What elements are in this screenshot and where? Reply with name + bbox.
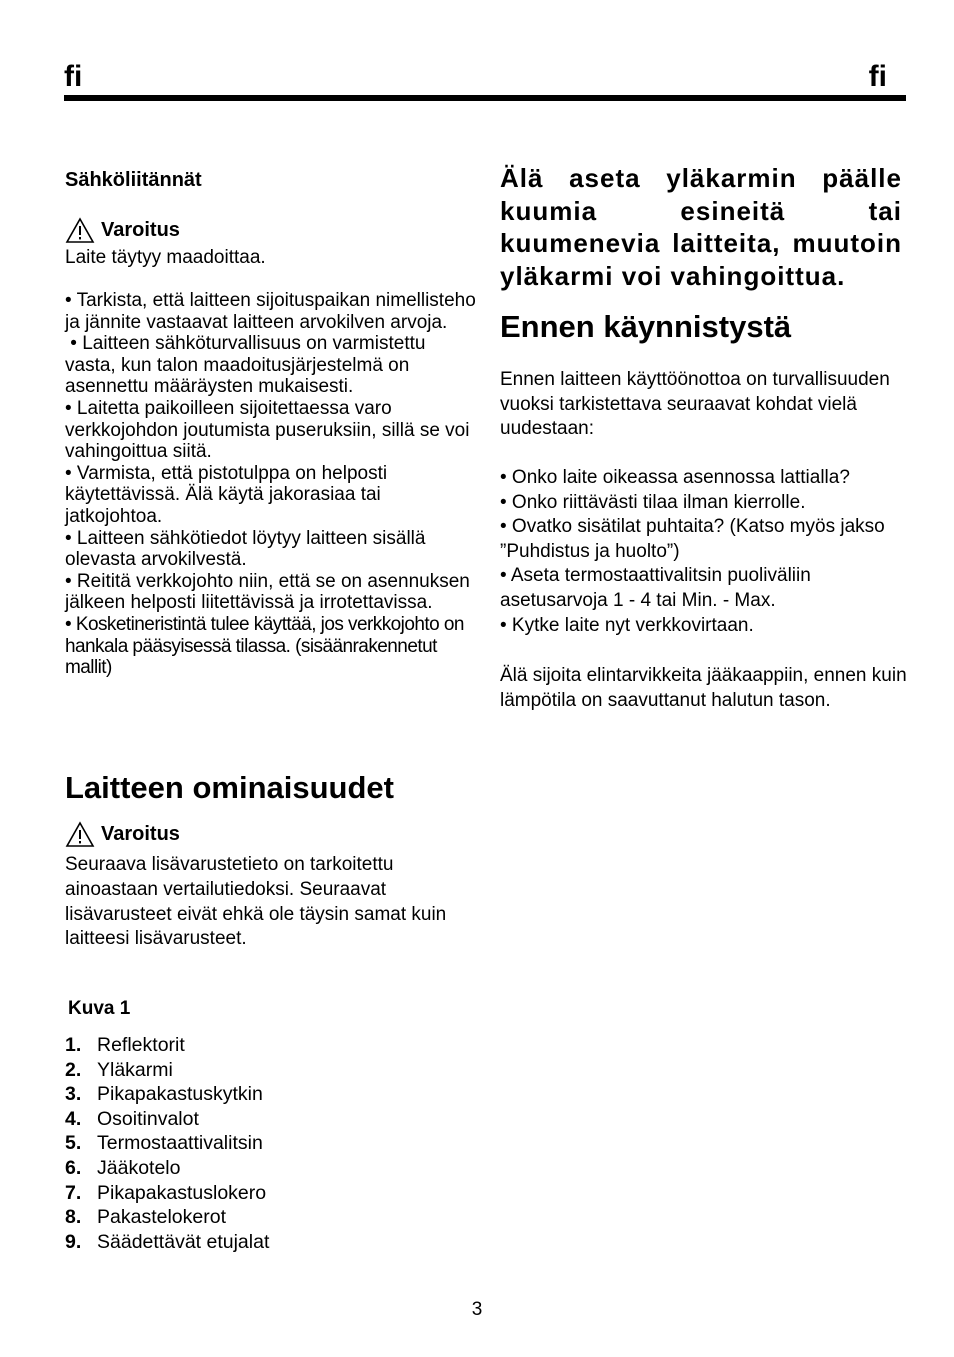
electrical-bullet: • Varmista, että pistotulppa on helposti käytettävissä. Älä käytä jakorasiaa tai jatkojohtoa.	[65, 462, 388, 527]
list-item-label: Termostaattivalitsin	[97, 1132, 263, 1155]
section-title-before-start: Ennen käynnistystä	[500, 309, 792, 344]
list-item-number: 6.	[65, 1156, 82, 1179]
list-item-label: Yläkarmi	[97, 1058, 173, 1081]
warning-2	[65, 821, 475, 848]
warning-triangle-icon	[65, 821, 95, 848]
header-rule	[64, 95, 906, 101]
warning-1-text: Laite täytyy maadoittaa.	[65, 247, 266, 268]
list-item-label: Säädettävät etujalat	[97, 1230, 270, 1253]
list-item-number: 7.	[65, 1181, 82, 1204]
list-item	[65, 1033, 475, 1058]
top-warning-notice: Älä aseta yläkarmin päälle kuumia esineitä tai kuumenevia laitteita, muutoin yläkarmi voi vahingoittua.	[500, 163, 902, 292]
figure-title: Kuva 1	[68, 998, 131, 1019]
list-item-number: 3.	[65, 1083, 82, 1106]
list-item-label: Pakastelokerot	[97, 1206, 226, 1229]
list-item-number: 4.	[65, 1107, 82, 1130]
list-item	[65, 1131, 475, 1156]
list-item-label: Pikapakastuskytkin	[97, 1083, 263, 1106]
list-item	[65, 1107, 475, 1132]
warning-2-label: Varoitus	[101, 823, 180, 845]
list-item-number: 8.	[65, 1206, 82, 1229]
closing-note: Älä sijoita elintarvikkeita jääkaappiin, ennen kuin lämpötila on saavuttanut halutun tason.	[500, 665, 907, 711]
list-item-number: 5.	[65, 1132, 82, 1155]
electrical-bullet-list	[65, 290, 477, 679]
section-title-electrical: Sähköliitännät	[65, 169, 202, 191]
list-item	[65, 1082, 475, 1107]
check-item: • Ovatko sisätilat puhtaita? (Katso myös jakso ”Puhdistus ja huolto”)	[500, 516, 885, 562]
list-item	[65, 1205, 475, 1230]
check-item: • Onko riittävästi tilaa ilman kierrolle.	[500, 491, 806, 513]
check-item: • Onko laite oikeassa asennossa lattialla?	[500, 467, 850, 488]
header-lang-right: fi	[868, 60, 887, 93]
list-item-label: Reflektorit	[97, 1034, 185, 1056]
warning-triangle-icon	[65, 217, 95, 244]
list-item	[65, 1181, 475, 1206]
list-item-number: 1.	[65, 1034, 82, 1056]
warning-1-label: Varoitus	[101, 219, 180, 241]
list-item	[65, 1156, 475, 1181]
section-title-features: Laitteen ominaisuudet	[65, 770, 394, 805]
page-number: 3	[471, 1299, 483, 1320]
electrical-bullet: • Reititä verkkojohto niin, että se on asennuksen jälkeen helposti liitettävissä ja irrotettavissa.	[65, 570, 470, 614]
check-item: • Kytke laite nyt verkkovirtaan.	[500, 614, 754, 636]
header-lang-left: fi	[64, 60, 83, 93]
list-item-label: Jääkotelo	[97, 1156, 181, 1179]
list-item	[65, 1230, 475, 1255]
warning-2-text: Seuraava lisävarustetieto on tarkoitettu ainoastaan vertailutiedoksi. Seuraavat lisävarusteet eivät ehkä ole täysin samat kuin laitteesi lisävarusteet.	[65, 854, 447, 950]
list-item-label: Pikapakastuslokero	[97, 1181, 267, 1204]
before-start-intro: Ennen laitteen käyttöönottoa on turvallisuuden vuoksi tarkistettava seuraavat kohdat vielä uudestaan:	[500, 369, 890, 440]
list-item	[65, 1058, 475, 1083]
warning-1	[65, 217, 475, 244]
electrical-bullet: • Laitteen sähkötiedot löytyy laitteen sisällä olevasta arvokilvestä.	[65, 527, 426, 571]
electrical-bullet: • Laitetta paikoilleen sijoitettaessa varo verkkojohdon joutumista puseruksiin, sillä se voi vahingoittua siitä.	[65, 397, 470, 463]
check-list	[500, 466, 912, 638]
electrical-bullet: • Laitteen sähköturvallisuus on varmistettu vasta, kun talon maadoitusjärjestelmä on asennettu määräysten mukaisesti.	[65, 333, 431, 398]
figure-parts-list	[65, 1033, 475, 1254]
electrical-bullet: • Tarkista, että laitteen sijoituspaikan nimellisteho ja jännite vastaavat laitteen arvokilven arvoja.	[65, 290, 476, 333]
list-item-label: Osoitinvalot	[97, 1107, 199, 1130]
electrical-bullet: • Kosketineristintä tulee käyttää, jos verkkojohto on hankala pääsyisessä tilassa. (sisäänrakennetut mallit)	[65, 613, 464, 679]
check-item: • Aseta termostaattivalitsin puoliväliin asetusarvoja 1 - 4 tai Min. - Max.	[500, 565, 811, 611]
list-item-number: 9.	[65, 1230, 82, 1253]
list-item-number: 2.	[65, 1058, 82, 1081]
